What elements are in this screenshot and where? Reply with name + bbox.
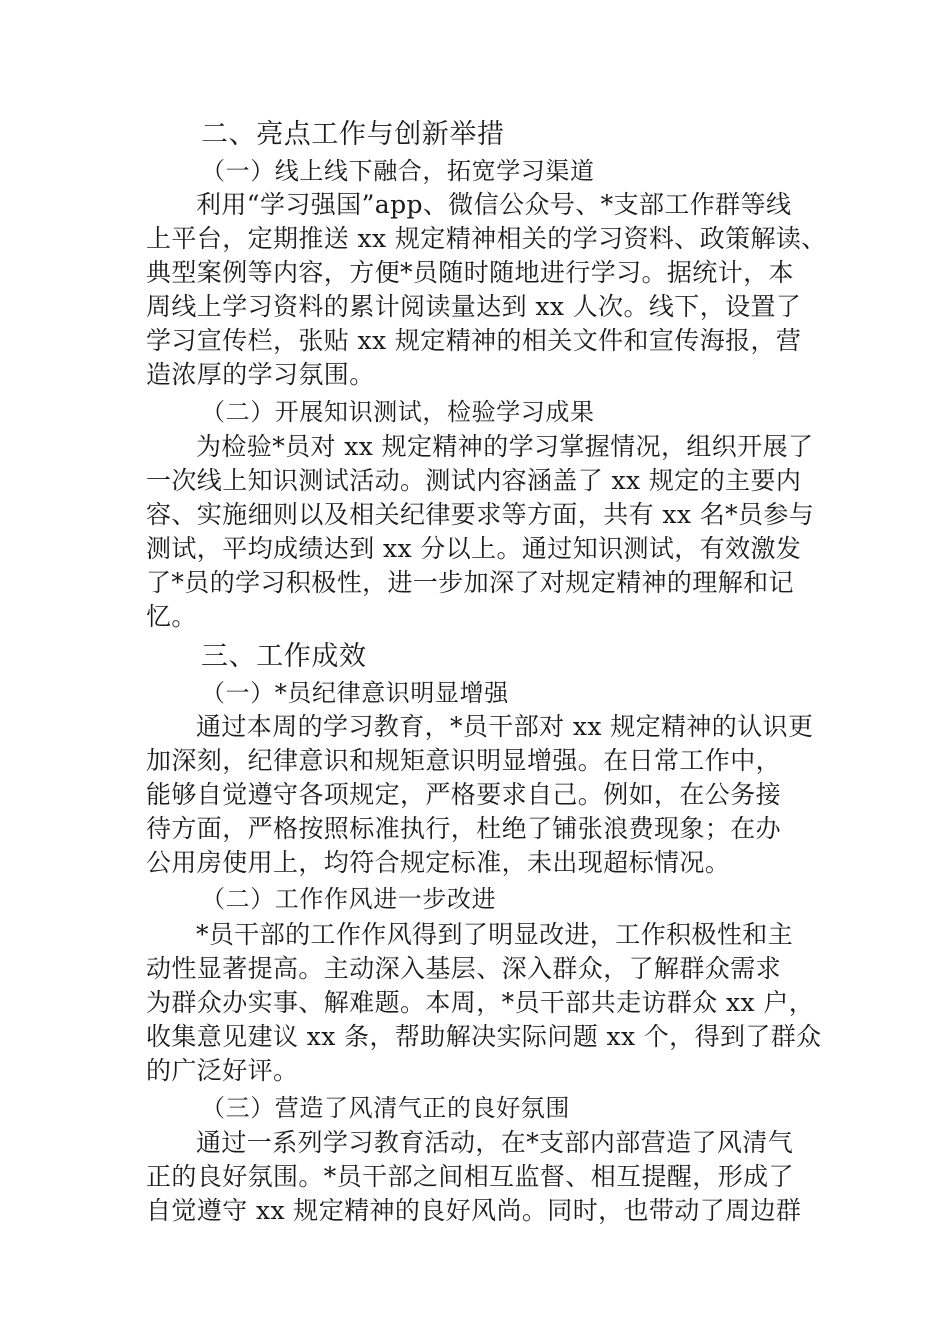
paragraph-line: *员干部的工作作风得到了明显改进，工作积极性和主 [196, 920, 794, 949]
subsection-heading: （一）*员纪律意识明显增强 [201, 679, 509, 707]
section-heading: 二、亮点工作与创新举措 [201, 119, 505, 150]
paragraph-line: 学习宣传栏，张贴 xx 规定精神的相关文件和宣传海报，营 [146, 326, 802, 355]
paragraph-line: 的广泛好评。 [146, 1056, 299, 1085]
paragraph-line: 动性显著提高。主动深入基层、深入群众，了解群众需求 [146, 954, 782, 983]
paragraph-line: 利用“学习强国”app、微信公众号、*支部工作群等线 [196, 190, 792, 219]
section-heading: 三、工作成效 [201, 641, 367, 672]
paragraph-line: 加深刻，纪律意识和规矩意识明显增强。在日常工作中， [146, 746, 782, 775]
paragraph-line: 忆。 [146, 602, 197, 631]
subsection-heading: （一）线上线下融合，拓宽学习渠道 [201, 157, 595, 185]
paragraph-line: 容、实施细则以及相关纪律要求等方面，共有 xx 名*员参与 [146, 500, 815, 529]
subsection-heading: （二）工作作风进一步改进 [201, 885, 497, 913]
paragraph-line: 了*员的学习积极性，进一步加深了对规定精神的理解和记 [146, 568, 794, 597]
subsection-heading: （三）营造了风清气正的良好氛围 [201, 1094, 570, 1122]
subsection-heading: （二）开展知识测试，检验学习成果 [201, 398, 595, 426]
paragraph-line: 通过本周的学习教育，*员干部对 xx 规定精神的认识更 [196, 712, 814, 741]
paragraph-line: 一次线上知识测试活动。测试内容涵盖了 xx 规定的主要内 [146, 466, 802, 495]
paragraph-line: 上平台，定期推送 xx 规定精神相关的学习资料、政策解读、 [146, 224, 827, 253]
paragraph-line: 为检验*员对 xx 规定精神的学习掌握情况，组织开展了 [196, 432, 814, 461]
paragraph-line: 为群众办实事、解难题。本周，*员干部共走访群众 xx 户， [146, 988, 815, 1017]
paragraph-line: 通过一系列学习教育活动，在*支部内部营造了风清气 [196, 1128, 794, 1157]
paragraph-line: 自觉遵守 xx 规定精神的良好风尚。同时，也带动了周边群 [146, 1196, 802, 1225]
paragraph-line: 公用房使用上，均符合规定标准，未出现超标情况。 [146, 848, 731, 877]
paragraph-line: 典型案例等内容，方便*员随时随地进行学习。据统计，本 [146, 258, 794, 287]
paragraph-line: 测试，平均成绩达到 xx 分以上。通过知识测试，有效激发 [146, 534, 802, 563]
paragraph-line: 周线上学习资料的累计阅读量达到 xx 人次。线下，设置了 [146, 292, 802, 321]
paragraph-line: 收集意见建议 xx 条，帮助解决实际问题 xx 个，得到了群众 [146, 1022, 822, 1051]
paragraph-line: 待方面，严格按照标准执行，杜绝了铺张浪费现象；在办 [146, 814, 782, 843]
paragraph-line: 能够自觉遵守各项规定，严格要求自己。例如，在公务接 [146, 780, 782, 809]
paragraph-line: 造浓厚的学习氛围。 [146, 360, 375, 389]
paragraph-line: 正的良好氛围。*员干部之间相互监督、相互提醒，形成了 [146, 1162, 794, 1191]
